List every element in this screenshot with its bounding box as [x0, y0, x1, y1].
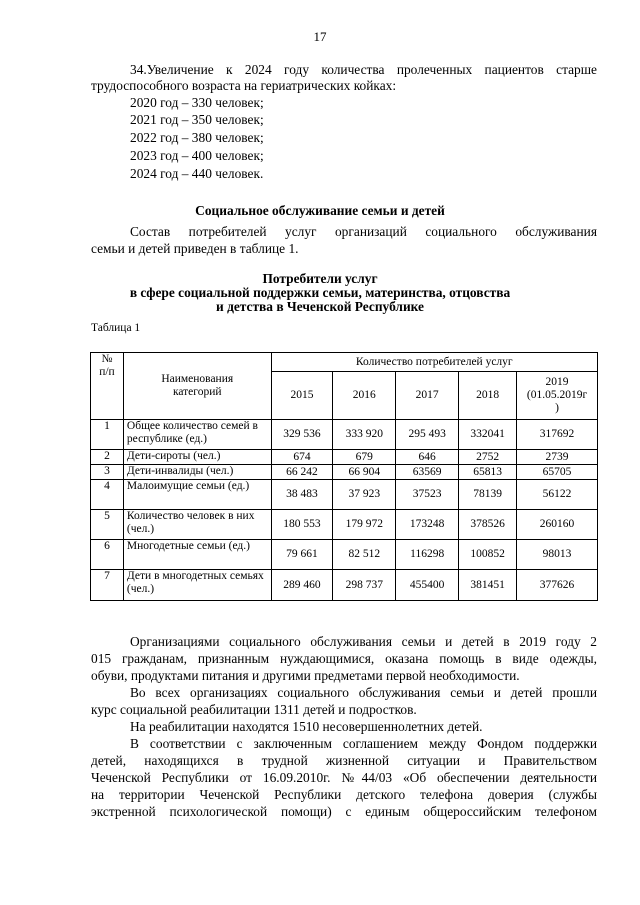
year-line-2021: 2021 год – 350 человек; — [130, 112, 264, 127]
cell-value: 646 — [396, 450, 459, 465]
cell-value: 381451 — [459, 570, 517, 601]
row-number: 5 — [91, 510, 124, 540]
cell-value: 66 242 — [271, 465, 333, 480]
cell-value: 65705 — [517, 465, 598, 480]
cell-value: 329 536 — [271, 420, 333, 450]
item34-line2: трудоспособного возраста на гериатрических койках: — [91, 78, 397, 93]
cell-value: 332041 — [459, 420, 517, 450]
cell-value: 66 904 — [333, 465, 396, 480]
cell-value: 2739 — [517, 450, 598, 465]
table-label: Таблица 1 — [91, 322, 141, 334]
cell-value: 63569 — [396, 465, 459, 480]
cell-value: 100852 — [459, 540, 517, 570]
cell-value: 260160 — [517, 510, 598, 540]
table-title-line3: и детства в Чеченской Республике — [216, 299, 424, 314]
row-number: 4 — [91, 480, 124, 510]
row-category: Дети-инвалиды (чел.) — [123, 465, 271, 480]
table-row — [91, 540, 598, 570]
table-row — [91, 465, 598, 480]
cell-value: 377626 — [517, 570, 598, 601]
table-row — [91, 450, 598, 465]
table-title-line2: в сфере социальной поддержки семьи, материнства, отцовства — [129, 285, 511, 300]
cell-value: 98013 — [517, 540, 598, 570]
row-number: 3 — [91, 465, 124, 480]
intro-line2: семьи и детей приведен в таблице 1. — [91, 241, 299, 256]
cell-value: 79 661 — [271, 540, 333, 570]
paragraph-4-line2: детей, находящихся в трудной жизненной ситуации и Правительством — [91, 753, 597, 768]
cell-value: 674 — [271, 450, 333, 465]
table-row — [91, 570, 598, 601]
cell-value: 37 923 — [333, 480, 396, 510]
row-number: 6 — [91, 540, 124, 570]
year-line-2022: 2022 год – 380 человек; — [130, 130, 264, 145]
row-category: Малоимущие семьи (ед.) — [123, 480, 271, 510]
table-row — [91, 420, 598, 450]
cell-value: 37523 — [396, 480, 459, 510]
table-title-line1: Потребители услуг — [262, 271, 378, 286]
paragraph-4-line5: экстренной психологической помощи) с единым общероссийским телефоном — [91, 804, 597, 819]
table-row — [91, 510, 598, 540]
cell-value: 317692 — [517, 420, 598, 450]
paragraph-2-line2: курс социальной реабилитации 1311 детей и подростков. — [91, 702, 417, 717]
intro-line1: Состав потребителей услуг организаций социального обслуживания — [130, 224, 597, 239]
row-number: 7 — [91, 570, 124, 601]
cell-value: 179 972 — [333, 510, 396, 540]
row-category: Общее количество семей в республике (ед.) — [123, 420, 271, 450]
cell-value: 56122 — [517, 480, 598, 510]
col-header-year: 2019 (01.05.2019г ) — [517, 372, 598, 420]
item34-line1: 34.Увеличение к 2024 году количества пролеченных пациентов старше — [130, 62, 597, 77]
paragraph-4-line1: В соответствии с заключенным соглашением между Фондом поддержки — [130, 736, 597, 751]
row-number: 1 — [91, 420, 124, 450]
paragraph-2-line1: Во всех организациях социального обслуживания семьи и детей прошли — [130, 685, 597, 700]
col-header-year: 2016 — [333, 372, 396, 420]
year-line-2020: 2020 год – 330 человек; — [130, 95, 264, 110]
cell-value: 65813 — [459, 465, 517, 480]
cell-value: 78139 — [459, 480, 517, 510]
col-header-year: 2017 — [396, 372, 459, 420]
table-row — [91, 480, 598, 510]
section-title: Социальное обслуживание семьи и детей — [195, 203, 445, 218]
cell-value: 180 553 — [271, 510, 333, 540]
year-line-2023: 2023 год – 400 человек; — [130, 148, 264, 163]
cell-value: 295 493 — [396, 420, 459, 450]
col-header-year: 2015 — [271, 372, 333, 420]
row-category: Количество человек в них (чел.) — [123, 510, 271, 540]
cell-value: 289 460 — [271, 570, 333, 601]
year-line-2024: 2024 год – 440 человек. — [130, 166, 264, 181]
cell-value: 298 737 — [333, 570, 396, 601]
col-header-group: Количество потребителей услуг — [271, 353, 597, 372]
col-header-num: № п/п — [91, 353, 124, 420]
cell-value: 82 512 — [333, 540, 396, 570]
paragraph-3-line1: На реабилитации находятся 1510 несовершеннолетних детей. — [130, 719, 483, 734]
row-category: Дети в многодетных семьях (чел.) — [123, 570, 271, 601]
cell-value: 679 — [333, 450, 396, 465]
cell-value: 378526 — [459, 510, 517, 540]
paragraph-1-line1: Организациями социального обслуживания семьи и детей в 2019 году 2 — [130, 634, 597, 649]
col-header-name: Наименования категорий — [123, 353, 271, 420]
consumers-table — [90, 352, 598, 601]
paragraph-4-line4: на территории Чеченской Республики детского телефона доверия (службы — [91, 787, 597, 802]
page-number: 17 — [313, 29, 327, 44]
cell-value: 116298 — [396, 540, 459, 570]
cell-value: 333 920 — [333, 420, 396, 450]
cell-value: 173248 — [396, 510, 459, 540]
paragraph-4-line3: Чеченской Республики от 16.09.2010г. №44/03 «Об обеспечении деятельности — [91, 770, 597, 785]
paragraph-1-line3: обуви, продуктами питания и другими предметами первой необходимости. — [91, 668, 520, 683]
paragraph-1-line2: 015 гражданам, признанным нуждающимися, оказана помощь в виде одежды, — [91, 651, 597, 666]
row-number: 2 — [91, 450, 124, 465]
cell-value: 38 483 — [271, 480, 333, 510]
row-category: Многодетные семьи (ед.) — [123, 540, 271, 570]
cell-value: 2752 — [459, 450, 517, 465]
cell-value: 455400 — [396, 570, 459, 601]
row-category: Дети-сироты (чел.) — [123, 450, 271, 465]
col-header-year: 2018 — [459, 372, 517, 420]
